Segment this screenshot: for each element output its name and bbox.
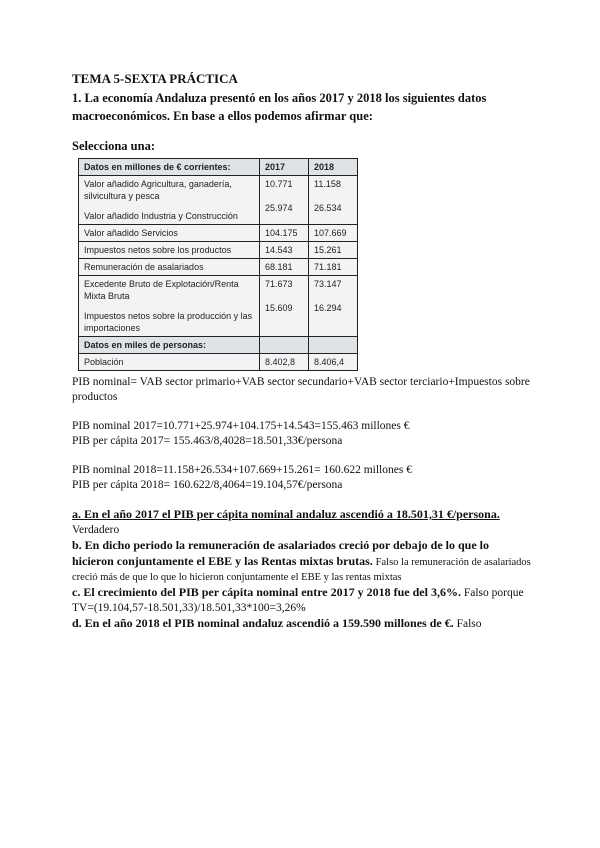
- cell-value: 26.534: [314, 203, 342, 213]
- row-label: Población: [79, 354, 260, 371]
- table-row: [79, 242, 358, 259]
- option-c: [72, 585, 532, 616]
- option-b: [72, 538, 532, 585]
- header-cell: 2017: [260, 159, 309, 176]
- option-b-answer: Falso la remuneración de asalariados creció más de que lo que lo hicieron conjuntamente el EBE y las rentas mixtas: [72, 557, 531, 583]
- row-label: Remuneración de asalariados: [79, 259, 260, 276]
- option-b-text: b. En dicho periodo la remuneración de asalariados creció por debajo de lo que lo hicieron conjuntamente el EBE y las Rentas mixtas brutas.: [72, 538, 490, 568]
- document-page: [72, 70, 532, 632]
- row-label: Excedente Bruto de Explotación/Renta Mixta Bruta: [84, 279, 239, 301]
- cell-value: 15.261: [309, 242, 358, 259]
- row-label: Impuestos netos sobre la producción y las importaciones: [84, 311, 253, 333]
- table-row: [79, 354, 358, 371]
- cell-value: 8.402,8: [260, 354, 309, 371]
- cell-value: 107.669: [309, 225, 358, 242]
- question-text: 1. La economía Andaluza presentó en los años 2017 y 2018 los siguientes datos macroeconómicos. En base a ellos podemos afirmar que:: [72, 91, 487, 123]
- cell-value: 71.181: [309, 259, 358, 276]
- table-row: [79, 176, 358, 225]
- table-row: [79, 225, 358, 242]
- pib-definition: PIB nominal= VAB sector primario+VAB sector secundario+VAB sector terciario+Impuestos sobre productos: [72, 376, 530, 403]
- cell-value: 8.406,4: [309, 354, 358, 371]
- row-label: Valor añadido Industria y Construcción: [84, 211, 238, 221]
- option-c-answer: Falso porque TV=(19.104,57-18.501,33)/18.501,33*100=3,26%: [72, 587, 524, 614]
- select-label: Selecciona una:: [72, 139, 155, 153]
- option-a: [72, 507, 532, 523]
- cell-value: 15.609: [265, 303, 293, 313]
- option-a-answer: Verdadero: [72, 524, 120, 536]
- option-a-text: a. En el año 2017 el PIB per cápita nominal andaluz ascendió a 18.501,31 €/persona.: [72, 507, 500, 521]
- pib-per-capita-2017: PIB per cápita 2017= 155.463/8,4028=18.501,33€/persona: [72, 435, 343, 447]
- option-d-answer: Falso: [456, 618, 482, 630]
- cell-value: 71.673: [265, 279, 293, 289]
- cell-value: 68.181: [260, 259, 309, 276]
- row-label: Valor añadido Servicios: [79, 225, 260, 242]
- data-table: [78, 158, 358, 371]
- cell-value: 11.158: [314, 179, 341, 189]
- cell-value: 104.175: [260, 225, 309, 242]
- pib-2018: PIB nominal 2018=11.158+26.534+107.669+15.261= 160.622 millones €: [72, 464, 412, 476]
- row-label: Impuestos netos sobre los productos: [79, 242, 260, 259]
- cell-value: 10.771: [265, 179, 293, 189]
- option-c-text: c. El crecimiento del PIB per cápita nominal entre 2017 y 2018 fue del 3,6%.: [72, 585, 461, 599]
- cell-value: 16.294: [314, 303, 342, 313]
- option-d: [72, 616, 532, 632]
- subheader-cell: Datos en miles de personas:: [79, 337, 260, 354]
- pib-2017: PIB nominal 2017=10.771+25.974+104.175+14.543=155.463 millones €: [72, 420, 410, 432]
- header-cell: 2018: [309, 159, 358, 176]
- pib-per-capita-2018: PIB per cápita 2018= 160.622/8,4064=19.104,57€/persona: [72, 479, 343, 491]
- table-header-row: [79, 159, 358, 176]
- option-d-text: d. En el año 2018 el PIB nominal andaluz ascendió a 159.590 millones de €.: [72, 616, 454, 630]
- cell-value: 14.543: [260, 242, 309, 259]
- table-row: [79, 276, 358, 337]
- table-row: [79, 259, 358, 276]
- header-cell: Datos en millones de € corrientes:: [79, 159, 260, 176]
- page-title: TEMA 5-SEXTA PRÁCTICA: [72, 71, 238, 86]
- table-subheader-row: [79, 337, 358, 354]
- cell-value: 73.147: [314, 279, 342, 289]
- row-label: Valor añadido Agricultura, ganadería, silvicultura y pesca: [84, 179, 232, 201]
- cell-value: 25.974: [265, 203, 293, 213]
